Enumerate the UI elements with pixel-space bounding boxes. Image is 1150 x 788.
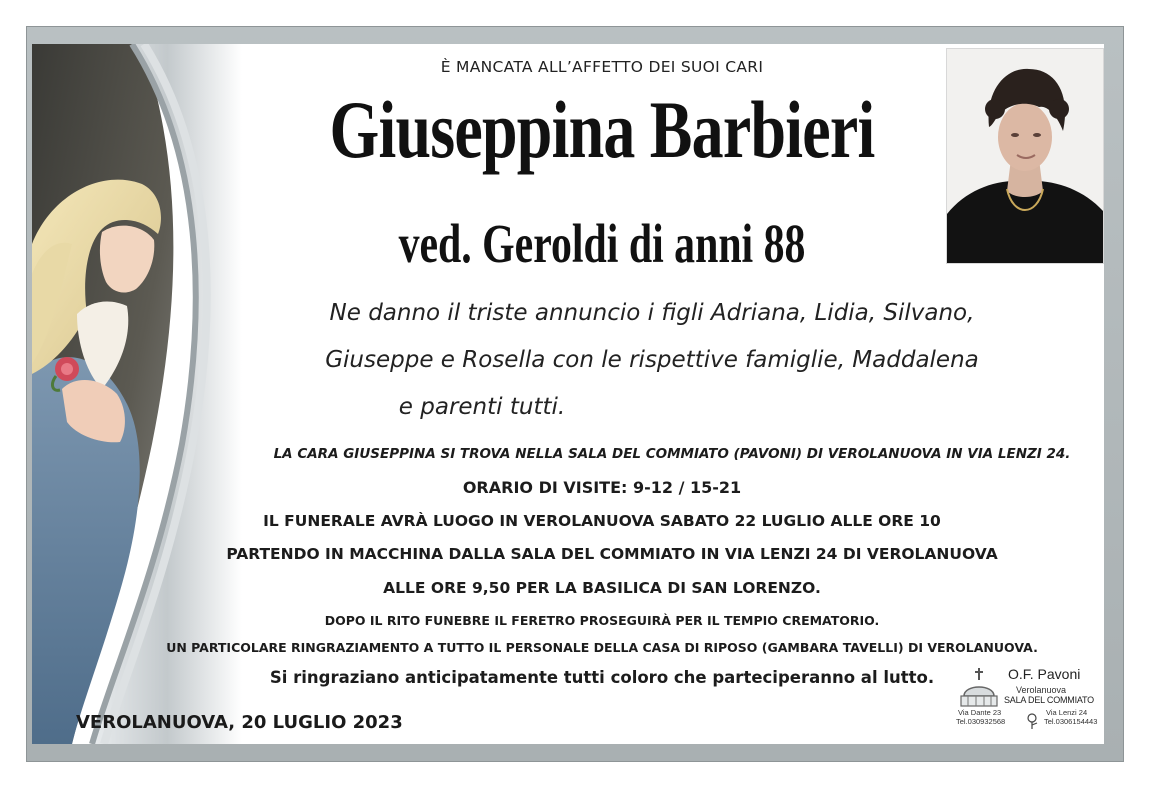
chapel-icon: [956, 666, 1002, 710]
funeral-date-line: IL FUNERALE AVRÀ LUOGO IN VEROLANUOVA SABATO 22 LUGLIO ALLE ORE 10: [263, 512, 941, 530]
portrait-photo: [946, 48, 1104, 264]
funeral-home-name: O.F. Pavoni: [1008, 666, 1081, 682]
phone-left: Tel.030932568: [956, 717, 1006, 726]
funeral-home-sala: SALA DEL COMMIATO: [1004, 695, 1094, 705]
intro-line: È MANCATA ALL’AFFETTO DEI SUOI CARI: [440, 58, 764, 76]
address-left: Via Dante 23: [958, 708, 1002, 717]
obituary-card: [32, 44, 1104, 744]
portrait-illustration: [947, 49, 1103, 263]
deceased-subtitle: ved. Geroldi di anni 88: [398, 213, 806, 274]
location-line: LA CARA GIUSEPPINA SI TROVA NELLA SALA DEL COMMIATO (PAVONI) DI VEROLANUOVA IN VIA LENZI 24.: [273, 446, 1071, 462]
visiting-hours: ORARIO DI VISITE: 9-12 / 15-21: [462, 478, 742, 497]
funeral-home-town: Verolanuova: [1016, 685, 1067, 695]
thanks-line: Si ringraziano anticipatamente tutti coloro che parteciperanno al lutto.: [269, 668, 935, 687]
basilica-line: ALLE ORE 9,50 PER LA BASILICA DI SAN LORENZO.: [383, 579, 821, 597]
announcement-line-2: Giuseppe e Rosella con le rispettive famiglie, Maddalena: [325, 347, 979, 373]
thanks-staff-line: UN PARTICOLARE RINGRAZIAMENTO A TUTTO IL PERSONALE DELLA CASA DI RIPOSO (GAMBARA TAVELLI) DI VEROLANUOVA.: [166, 640, 1038, 655]
phone-right: Tel.0306154443: [1044, 717, 1098, 726]
funeral-home-logo: [952, 664, 1102, 734]
rose-icon: [1024, 712, 1044, 730]
announcement-line-1: Ne danno il triste annuncio i figli Adriana, Lidia, Silvano,: [329, 300, 975, 326]
address-right: Via Lenzi 24: [1046, 708, 1088, 717]
dateline: VEROLANUOVA, 20 LUGLIO 2023: [76, 712, 403, 733]
cremation-line: DOPO IL RITO FUNEBRE IL FERETRO PROSEGUIRÀ PER IL TEMPIO CREMATORIO.: [324, 613, 880, 628]
announcement-line-3: e parenti tutti.: [398, 394, 566, 420]
departure-line: PARTENDO IN MACCHINA DALLA SALA DEL COMMIATO IN VIA LENZI 24 DI VEROLANUOVA: [226, 545, 998, 563]
deceased-name: Giuseppina Barbieri: [329, 84, 875, 175]
